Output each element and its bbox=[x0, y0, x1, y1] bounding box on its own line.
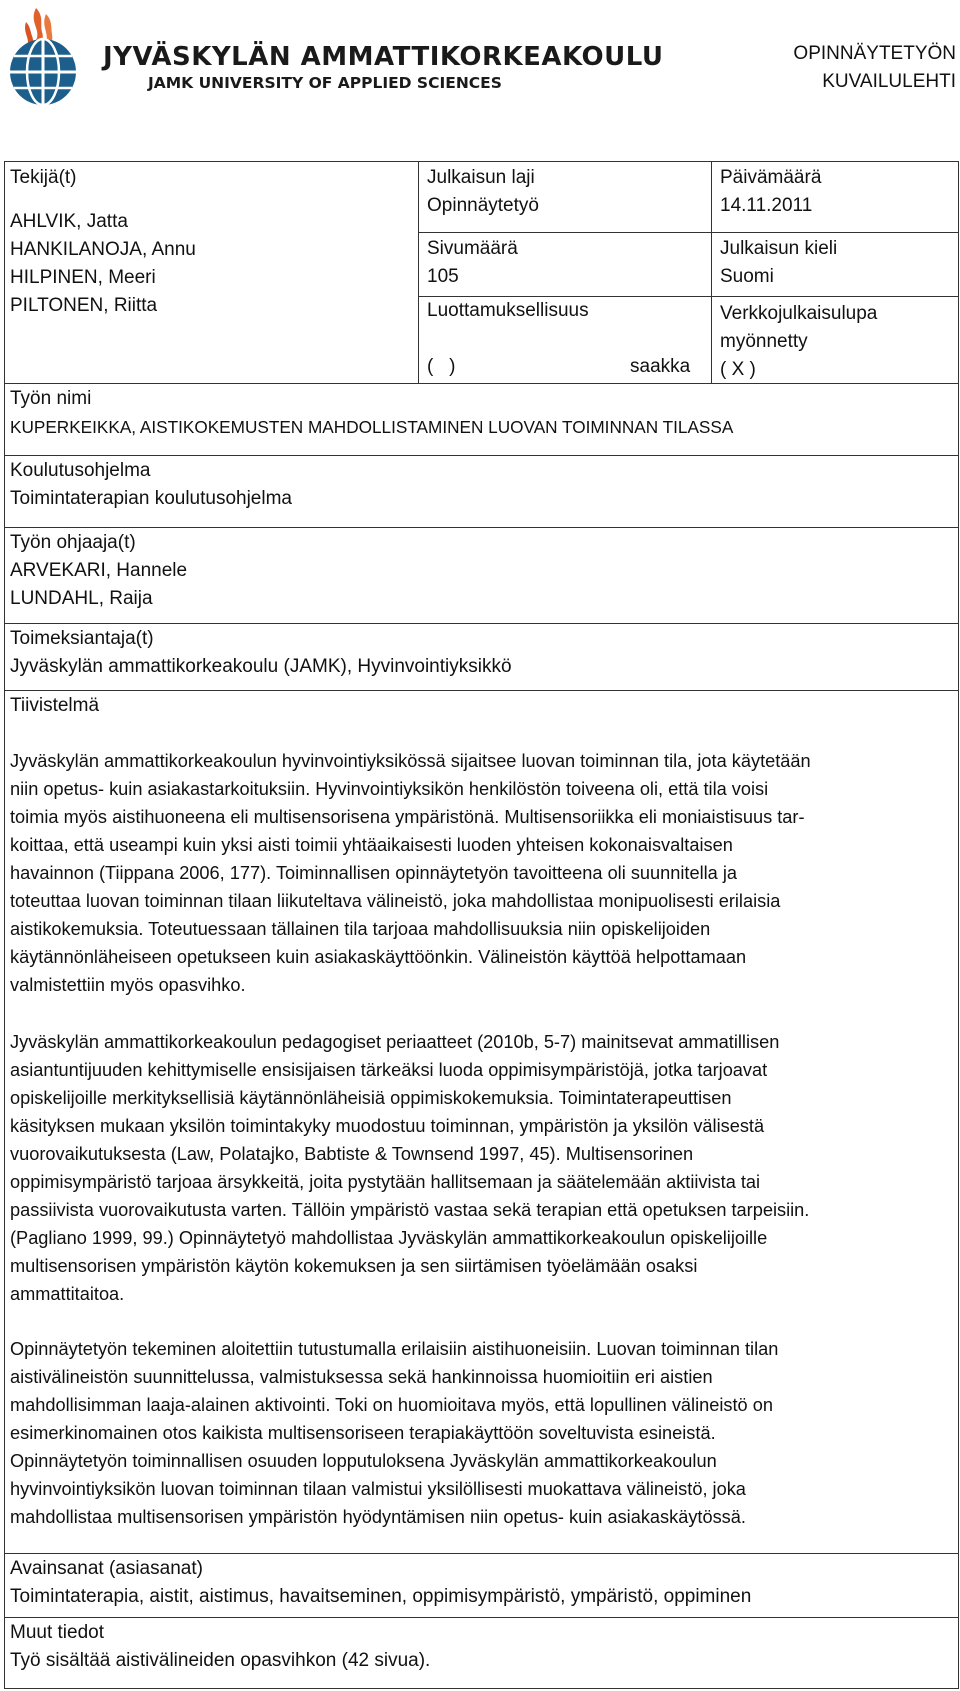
university-logo-icon bbox=[4, 4, 82, 108]
document-type-line: KUVAILULEHTI bbox=[822, 71, 956, 92]
authors-label: Tekijä(t) bbox=[10, 167, 77, 188]
title-section bbox=[10, 385, 733, 441]
abstract-line: (Pagliano 1999, 99.) Opinnäytetyö mahdollistaa Jyväskylän ammattikorkeakoulun opiskelijoille bbox=[10, 1228, 768, 1248]
keywords-label: Avainsanat (asiasanat) bbox=[10, 1558, 203, 1579]
confidentiality-until: saakka bbox=[630, 356, 691, 377]
web-permission-label: myönnetty bbox=[720, 331, 808, 352]
publication-type-label: Julkaisun laji bbox=[427, 167, 535, 188]
abstract-line: mahdollisimman laaja-alainen aktivointi. Toki on huomioitava myös, että lopullinen välineistö on bbox=[10, 1395, 773, 1415]
confidentiality-checkbox: ( ) bbox=[427, 356, 456, 377]
abstract-line: vuorovaikutuksesta (Law, Polatajko, Babtiste & Townsend 1997, 45). Multisensorinen bbox=[10, 1144, 694, 1164]
abstract-line: Opinnäytetyön tekeminen aloitettiin tutustumalla erilaisiin aistihuoneisiin. Luovan toiminnan tilan bbox=[10, 1339, 779, 1359]
commissioner-label: Toimeksiantaja(t) bbox=[10, 628, 154, 649]
other-info-value: Työ sisältää aistivälineiden opasvihkon (42 sivua). bbox=[10, 1650, 431, 1671]
other-info-label: Muut tiedot bbox=[10, 1622, 104, 1643]
abstract-line: käytännönläheiseen opetukseen kuin asiakaskäyttöönkin. Välineistön käyttöä helpottamaan bbox=[10, 947, 747, 967]
abstract-line: asiantuntijuuden kehittymiselle ensisijaisen tärkeäksi luoda oppimisympäristöjä, jotka tarjoavat bbox=[10, 1060, 768, 1080]
language-value: Suomi bbox=[720, 266, 774, 287]
abstract-line: ammattitaitoa. bbox=[10, 1284, 125, 1304]
keywords-value: Toimintaterapia, aistit, aistimus, havaitseminen, oppimisympäristö, ympäristö, oppiminen bbox=[10, 1586, 752, 1607]
abstract-label-text: Tiivistelmä bbox=[10, 695, 100, 716]
abstract-line: opiskelijoille merkityksellisiä käytännönläheisiä oppimiskokemuksia. Toimintaterapeuttisen bbox=[10, 1088, 732, 1108]
confidentiality-label: Luottamuksellisuus bbox=[427, 300, 589, 321]
programme-section bbox=[10, 457, 292, 513]
abstract-paragraph bbox=[10, 1335, 950, 1531]
university-name: JYVÄSKYLÄN AMMATTIKORKEAKOULU bbox=[103, 42, 664, 72]
abstract-label bbox=[10, 692, 99, 720]
publication-type-cell bbox=[427, 164, 539, 220]
keywords-section bbox=[10, 1555, 751, 1611]
web-permission-label: Verkkojulkaisulupa bbox=[720, 303, 878, 324]
abstract-line: niin opetus- kuin asiakastarkoituksiin. Hyvinvointiyksikön henkilöstön toiveena oli, että tila voisi bbox=[10, 779, 769, 799]
abstract-line: aistivälineistön suunnittelussa, valmistuksessa sekä hankinnoissa huomioitiin eri aistien bbox=[10, 1367, 713, 1387]
supervisors-label: Työn ohjaaja(t) bbox=[10, 532, 136, 553]
publication-type-value: Opinnäytetyö bbox=[427, 195, 539, 216]
pages-cell bbox=[427, 235, 518, 291]
programme-value: Toimintaterapian koulutusohjelma bbox=[10, 488, 292, 509]
abstract-line: Jyväskylän ammattikorkeakoulun hyvinvointiyksikössä sijaitsee luovan toiminnan tila, jota käytetään bbox=[10, 751, 811, 771]
abstract-line: mahdollistaa multisensorisen ympäristön hyödyntämisen niin opetus- kuin asiakaskäytössä. bbox=[10, 1507, 746, 1527]
pages-value: 105 bbox=[427, 266, 459, 287]
abstract-line: hyvinvointiyksikön luovan toiminnan tilaan valmistui yksilöllisesti muokattava välineistö, joka bbox=[10, 1479, 746, 1499]
supervisors-section bbox=[10, 529, 187, 613]
thesis-title: KUPERKEIKKA, AISTIKOKEMUSTEN MAHDOLLISTAMINEN LUOVAN TOIMINNAN TILASSA bbox=[10, 417, 734, 437]
commissioner-value: Jyväskylän ammattikorkeakoulu (JAMK), Hyvinvointiyksikkö bbox=[10, 656, 512, 677]
document-type-line: OPINNÄYTETYÖN bbox=[793, 43, 956, 64]
date-label: Päivämäärä bbox=[720, 167, 822, 188]
pages-label: Sivumäärä bbox=[427, 238, 518, 259]
abstract-line: Jyväskylän ammattikorkeakoulun pedagogiset periaatteet (2010b, 5-7) mainitsevat ammatillisen bbox=[10, 1032, 780, 1052]
programme-label: Koulutusohjelma bbox=[10, 460, 151, 481]
author-name: HILPINEN, Meeri bbox=[10, 267, 156, 288]
date-cell bbox=[720, 164, 821, 220]
authors-cell bbox=[10, 164, 196, 320]
university-subtitle: JAMK UNIVERSITY OF APPLIED SCIENCES bbox=[148, 74, 502, 92]
language-label: Julkaisun kieli bbox=[720, 238, 838, 259]
language-cell bbox=[720, 235, 837, 291]
abstract-line: toteuttaa luovan toiminnan tilaan liikuteltava välineistö, joka mahdollistaa monipuolisesti erilaisia bbox=[10, 891, 781, 911]
title-label: Työn nimi bbox=[10, 388, 92, 409]
supervisor-name: ARVEKARI, Hannele bbox=[10, 560, 188, 581]
abstract-line: valmistettiin myös opasvihko. bbox=[10, 975, 246, 995]
abstract-line: esimerkinomainen otos kaikista multisensoriseen terapiakäyttöön soveltuvista esineistä. bbox=[10, 1423, 716, 1443]
abstract-line: passiivista vuorovaikutusta varten. Tällöin ympäristö vastaa sekä terapian että opetuksen tarpeisiin. bbox=[10, 1200, 810, 1220]
abstract-line: toimia myös aistihuoneena eli multisensorisena ympäristönä. Multisensoriikka eli moniaistisuus tar- bbox=[10, 807, 805, 827]
abstract-line: koittaa, että useampi kuin yksi aisti toimii yhtäaikaisesti luoden yhteisen kokonaisvaltaisen bbox=[10, 835, 733, 855]
other-info-section bbox=[10, 1619, 430, 1675]
author-name: AHLVIK, Jatta bbox=[10, 211, 128, 232]
abstract-line: käsityksen mukaan yksilön toimintakyky muodostuu toiminnan, ympäristön ja yksilön välisestä bbox=[10, 1116, 765, 1136]
abstract-line: Opinnäytetyön toiminnallisen osuuden lopputuloksena Jyväskylän ammattikorkeakoulun bbox=[10, 1451, 717, 1471]
abstract-line: oppimisympäristö tarjoaa ärsykkeitä, joita pystytään hallitsemaan ja säätelemään aktiivista tai bbox=[10, 1172, 761, 1192]
author-name: HANKILANOJA, Annu bbox=[10, 239, 196, 260]
web-permission-cell bbox=[720, 300, 877, 384]
web-permission-value: ( X ) bbox=[720, 359, 756, 380]
abstract-paragraph bbox=[10, 1028, 950, 1308]
abstract-line: multisensorisen ympäristön käytön kokemuksen ja sen siirtämisen työelämään osaksi bbox=[10, 1256, 698, 1276]
author-name: PILTONEN, Riitta bbox=[10, 295, 158, 316]
abstract-line: aistikokemuksia. Toteutuessaan tällainen tila tarjoaa mahdollisuuksia niin opiskelijoiden bbox=[10, 919, 711, 939]
document-type bbox=[793, 40, 956, 96]
abstract-line: havainnon (Tiippana 2006, 177). Toiminnallisen opinnäytetyön tavoitteena oli suunnitella ja bbox=[10, 863, 737, 883]
date-value: 14.11.2011 bbox=[720, 195, 813, 216]
abstract-paragraph bbox=[10, 747, 950, 999]
supervisor-name: LUNDAHL, Raija bbox=[10, 588, 153, 609]
commissioner-section bbox=[10, 625, 512, 681]
